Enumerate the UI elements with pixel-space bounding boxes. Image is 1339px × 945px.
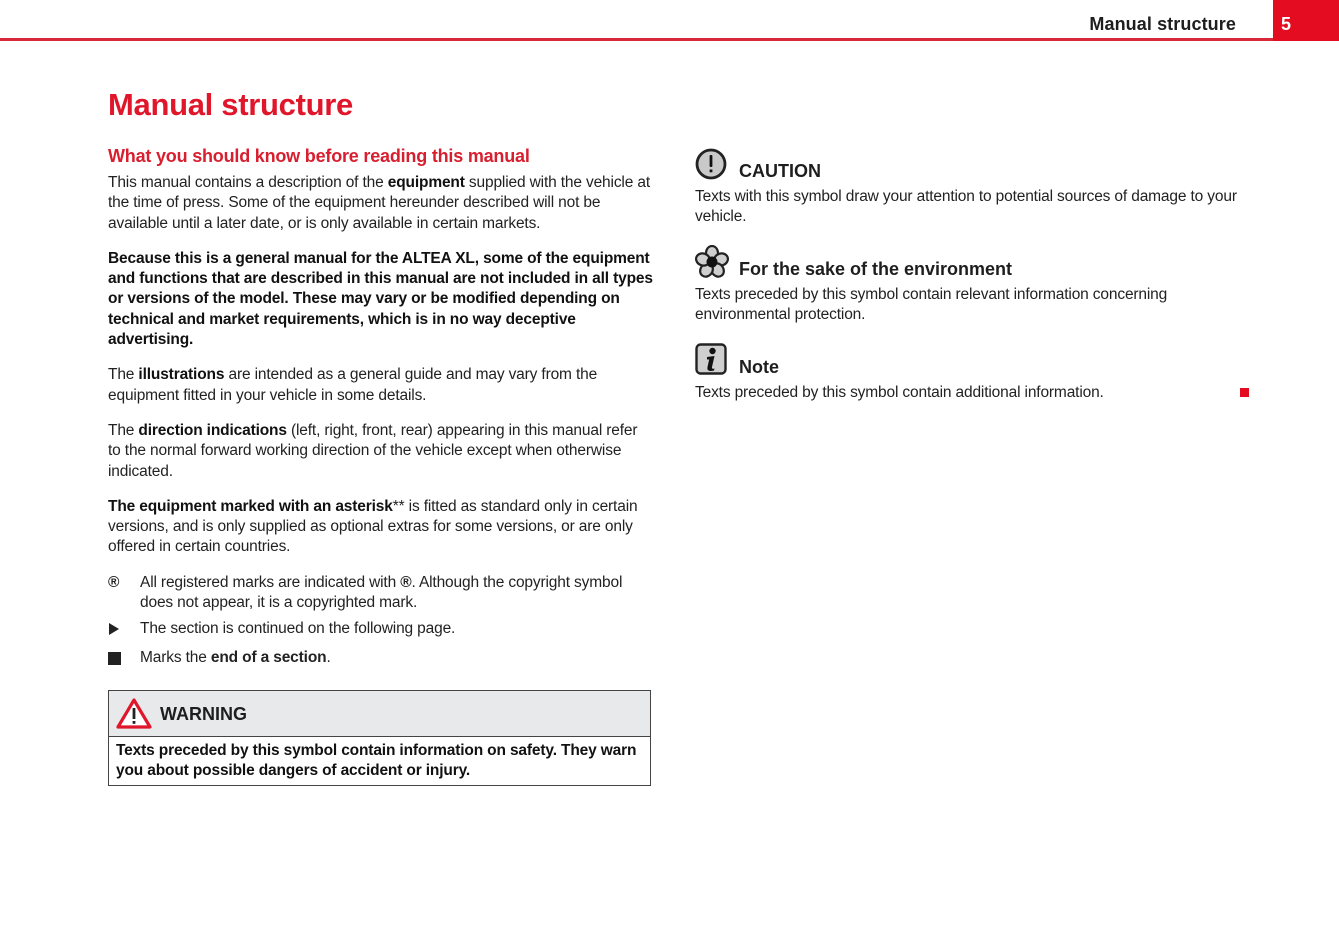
page-title: Manual structure	[108, 87, 353, 122]
legend-text	[140, 573, 653, 614]
text: Marks the	[140, 648, 211, 666]
flower-icon	[695, 245, 729, 283]
paragraph-general-manual: Because this is a general manual for the ALTEA XL, some of the equipment and functions that are described in this manual are not included in all types or versions of the model. These may vary or be modified depending on technical and market requirements, which is in no way deceptive advertising.	[108, 249, 653, 349]
emphasis: end of a section	[210, 648, 327, 666]
legend-continued	[108, 619, 653, 641]
emphasis: The equipment marked with an asterisk	[108, 497, 393, 515]
text: (left, right, front, rear) appearing in this manual refer to the normal forward working direction of the vehicle except when otherwise indicated.	[108, 421, 638, 480]
text: are intended as a general guide and may vary from the equipment fitted in your vehicle in some details.	[108, 366, 598, 404]
caution-text: Texts with this symbol draw your attention to potential sources of damage to your vehicle.	[695, 188, 1237, 226]
running-header-title: Manual structure	[1089, 14, 1236, 34]
emphasis: illustrations	[138, 366, 225, 384]
text: .	[326, 648, 331, 666]
exclamation-circle-icon	[695, 148, 727, 184]
emphasis: direction indications	[138, 421, 287, 439]
paragraph-directions	[108, 421, 653, 482]
black-square-icon	[108, 652, 121, 665]
page-number: 5	[1281, 14, 1292, 34]
triangle-right-icon	[109, 623, 119, 635]
environment-label: For the sake of the environment	[739, 259, 1013, 279]
info-icon	[695, 343, 727, 379]
text: All registered marks are indicated with	[140, 573, 401, 591]
note-label: Note	[739, 357, 779, 377]
caution-label: CAUTION	[739, 161, 821, 181]
paragraph-equipment	[108, 173, 653, 234]
section-subheading: What you should know before reading this manual	[108, 146, 530, 166]
caution-block	[695, 148, 1255, 238]
text: This manual contains a description of the	[108, 174, 388, 191]
note-text: Texts preceded by this symbol contain additional information.	[695, 384, 1104, 401]
note-block	[695, 343, 1255, 413]
warning-text: Texts preceded by this symbol contain information on safety. They warn you about possible dangers of accident or injury.	[116, 742, 637, 780]
warning-label: WARNING	[160, 704, 247, 724]
warning-header	[109, 691, 650, 737]
text: ** is fitted as standard only in certain versions, and is only supplied as optional extras for some versions, or are only offered in certain countries.	[108, 497, 638, 556]
legend-registered	[108, 573, 653, 614]
paragraph-illustrations	[108, 365, 653, 406]
warning-triangle-icon	[116, 698, 152, 733]
paragraph-asterisk	[108, 497, 653, 558]
emphasis: equipment	[387, 174, 465, 191]
environment-text: Texts preceded by this symbol contain relevant information concerning environmental protection.	[695, 286, 1168, 324]
left-column	[108, 146, 653, 677]
text: The	[108, 421, 139, 439]
environment-block	[695, 245, 1255, 335]
legend-text	[140, 648, 331, 671]
red-square-icon	[1240, 388, 1249, 397]
warning-box	[108, 690, 651, 786]
legend-text: The section is continued on the following page.	[140, 620, 456, 638]
header-rule	[0, 38, 1339, 41]
text: . Although the copyright symbol does not appear, it is a copyrighted mark.	[140, 573, 623, 612]
legend-end-section	[108, 648, 653, 671]
text: supplied with the vehicle at the time of press. Some of the equipment hereunder described will not be available until a later date, or is only available in certain markets.	[108, 174, 650, 232]
registered-icon: ®	[108, 573, 120, 591]
text: The	[108, 366, 139, 384]
registered-inline: ®	[400, 573, 412, 591]
